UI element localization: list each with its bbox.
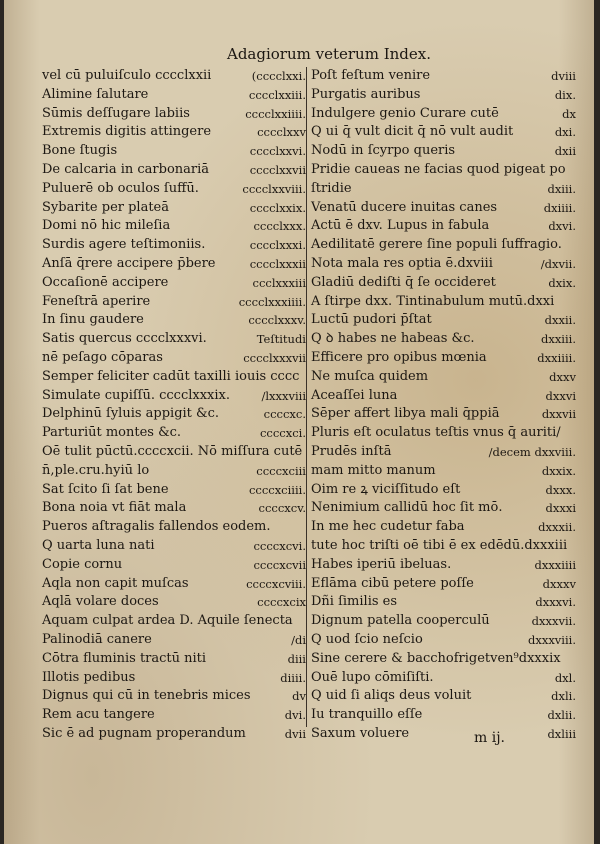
index-entry (42, 443, 306, 462)
page-header: Adagiorum veterum Index. (226, 45, 431, 63)
entry-number: dxxiiii. (537, 350, 576, 365)
entry-text: n̄,ple.cru.hyiū lo (42, 462, 150, 478)
index-entry (311, 537, 576, 556)
index-entry (311, 161, 576, 180)
index-entry (311, 706, 576, 725)
entry-number: ccccxcv. (258, 501, 306, 516)
entry-text: Gladiū dediſti q̄ ſe occideret (311, 274, 496, 290)
index-entry (42, 556, 306, 575)
entry-text: Copie cornu (42, 556, 123, 572)
entry-text: Pridie caueas ne facias quod pigeat po (311, 161, 566, 177)
index-entry (42, 593, 306, 612)
entry-number: dxvi. (548, 219, 576, 234)
left-index-column (42, 67, 306, 744)
entry-number: dxxii. (544, 313, 576, 328)
entry-text: Sūmis deſſugare labiis (42, 105, 190, 121)
index-entry (311, 387, 576, 406)
entry-text: Puluerē ob oculos ſuffū. (42, 180, 199, 196)
entry-text: In ſinu gaudere (42, 312, 144, 328)
entry-text: Sine cerere & bacchofrigetven⁹dxxxix (311, 650, 561, 666)
entry-text: Ne muſca quidem (311, 368, 429, 384)
index-entry (42, 687, 306, 706)
entry-number: cccclxxviii. (242, 181, 306, 196)
entry-number: ccclxxxiii (252, 275, 306, 290)
entry-number: dxxix. (541, 463, 576, 478)
entry-number: cccclxxxvii (243, 350, 306, 365)
entry-number: dxliii (547, 726, 576, 741)
index-entry (311, 86, 576, 105)
entry-number: /di (291, 632, 306, 647)
entry-text: Dñi ſimilis es (311, 594, 398, 610)
entry-text: Dignus qui cū in tenebris mices (42, 688, 251, 704)
entry-number: dv (292, 689, 306, 704)
index-entry (311, 274, 576, 293)
entry-text: De calcaria in carbonariā (42, 161, 210, 177)
index-entry (42, 669, 306, 688)
entry-number: cccclxxiii. (248, 87, 306, 102)
entry-text: Indulgere genio Curare cutē (311, 105, 499, 121)
entry-text: Oim re ꝝ viciſſitudo eſt (311, 481, 461, 497)
entry-text: Nenimium callidū hoc ſit mō. (311, 500, 503, 516)
index-entry (311, 612, 576, 631)
book-page (4, 0, 594, 844)
index-entry (311, 687, 576, 706)
entry-text: Aquam culpat ardea D. Aquile ſenecta (42, 613, 293, 629)
index-entry (311, 631, 576, 650)
entry-number: dxxx. (545, 482, 576, 497)
entry-text: Nota mala res optia ē.dxviii (311, 255, 493, 271)
index-entry (42, 255, 306, 274)
entry-number: cccclxxvii (249, 162, 306, 177)
entry-number: dxiii. (547, 181, 576, 196)
entry-text: Illotis pedibus (42, 669, 136, 685)
index-entry (311, 518, 576, 537)
entry-text: Dignum patella cooperculū (311, 613, 490, 629)
entry-number: dvii (284, 726, 306, 741)
index-entry (42, 424, 306, 443)
index-entry (311, 236, 576, 255)
entry-text: Rem acu tangere (42, 707, 155, 723)
index-entry (42, 349, 306, 368)
index-entry (311, 669, 576, 688)
entry-number: cccclxxv (257, 125, 306, 140)
entry-number: dxxxvii. (531, 614, 576, 629)
entry-number: diii (287, 651, 306, 666)
index-entry (42, 199, 306, 218)
entry-text: A ſtirpe dxx. Tintinabulum mutū.dxxi (311, 293, 555, 309)
entry-text: Bona noia vt fiāt mala (42, 500, 187, 516)
index-entry (42, 142, 306, 161)
index-entry (311, 593, 576, 612)
index-entry (42, 236, 306, 255)
entry-text: Aqlā volare doces (42, 594, 159, 610)
index-entry (311, 67, 576, 86)
entry-text: Occaſionē accipere (42, 274, 169, 290)
index-entry (311, 368, 576, 387)
entry-number: ccccxcviii. (246, 576, 306, 591)
entry-number: diiii. (280, 670, 306, 685)
entry-text: Q uid ſi aliqs deus voluit (311, 688, 472, 704)
index-entry (311, 105, 576, 124)
right-index-column (311, 67, 576, 744)
entry-text: Surdis agere teſtimoniis. (42, 237, 206, 253)
entry-number: cccclxxxv. (248, 313, 306, 328)
entry-number: cccclxxiiii. (245, 106, 306, 121)
entry-number: dxli. (551, 689, 576, 704)
entry-text: Sic ē ad pugnam properandum (42, 725, 246, 741)
index-entry (42, 161, 306, 180)
index-entry (42, 67, 306, 86)
entry-number: ccccxcvi. (253, 538, 306, 553)
index-entry (311, 462, 576, 481)
entry-text: Luctū pudori p̄ſtat (311, 312, 432, 328)
entry-number: ccccxc. (263, 407, 306, 422)
index-entry (42, 499, 306, 518)
entry-text: vel cū puluiſculo cccclxxii (42, 68, 212, 83)
index-entry (42, 575, 306, 594)
entry-text: Ouē lupo cōmiſiſti. (311, 669, 434, 685)
entry-number: ccccxci. (259, 426, 306, 441)
index-entry (311, 123, 576, 142)
index-entry (311, 311, 576, 330)
entry-number: dxl. (554, 670, 576, 685)
entry-number: dxxvii (541, 407, 576, 422)
index-entry (42, 368, 306, 387)
entry-number: cccclxxx. (253, 219, 306, 234)
index-entry (311, 424, 576, 443)
entry-text: mam mitto manum (311, 462, 436, 478)
entry-number: dxlii. (547, 708, 576, 723)
index-entry (42, 725, 306, 744)
entry-text: Cōtra fluminis tractū niti (42, 650, 207, 666)
entry-number: (cccclxxi. (251, 69, 306, 83)
entry-text: Palinodiā canere (42, 631, 152, 647)
entry-text: Sat ſcito ſi ſat bene (42, 481, 169, 497)
entry-text: Domi nō hic mileſia (42, 218, 171, 234)
entry-text: Feneſtrā aperire (42, 293, 151, 309)
entry-text: Oē tulit pūctū.ccccxcii. Nō miſſura cutē (42, 443, 303, 459)
entry-text: Extremis digitis attingere (42, 124, 212, 140)
entry-text: Venatū ducere inuitas canes (311, 199, 498, 215)
index-entry (42, 706, 306, 725)
index-entry (311, 180, 576, 199)
entry-text: Sēper affert libya mali q̄ppiā (311, 406, 500, 422)
index-entry (42, 217, 306, 236)
entry-text: Actū ē dxv. Lupus in fabula (311, 218, 490, 234)
entry-number: dxxxvi. (535, 595, 576, 610)
entry-text: Aedilitatē gerere ſine populi ſuffragio. (311, 237, 562, 253)
index-entry (42, 311, 306, 330)
entry-number: dxi. (554, 125, 576, 140)
entry-text: tute hoc triſti oē tibi ē ex edēdū.dxxxiii (311, 537, 568, 553)
entry-number: dxii (554, 144, 576, 159)
entry-text: Habes iperiū ibeluas. (311, 556, 452, 572)
index-entry (311, 499, 576, 518)
entry-number: /decem dxxviii. (488, 444, 576, 459)
entry-text: Semper feliciter cadūt taxilli iouis cccc (42, 368, 300, 384)
entry-text: Satis quercus cccclxxxvi. (42, 331, 207, 347)
entry-number: dvi. (284, 708, 306, 723)
index-entry (42, 405, 306, 424)
index-entry (42, 481, 306, 500)
index-entry (311, 575, 576, 594)
entry-text: Aqla non capit muſcas (42, 575, 189, 591)
index-entry (42, 631, 306, 650)
entry-text: Simulate cupiſſū. cccclxxxix. (42, 387, 231, 403)
entry-text: Poſt feſtum venire (311, 68, 431, 83)
index-entry (311, 556, 576, 575)
entry-number: ccccxcvii (253, 557, 306, 572)
entry-number: dxxv (549, 369, 576, 384)
entry-text: Nodū in ſcyrpo queris (311, 143, 456, 159)
index-entry (42, 274, 306, 293)
entry-number: dviii (551, 69, 576, 83)
entry-text: Saxum voluere (311, 725, 410, 741)
entry-text: Pueros aſtragalis fallendos eodem. (42, 519, 271, 535)
index-entry (42, 330, 306, 349)
index-entry (42, 105, 306, 124)
index-entry (311, 217, 576, 236)
index-entry (311, 481, 576, 500)
entry-number: Teſtitudi (256, 332, 306, 347)
entry-number: /lxxxviii (261, 388, 306, 403)
entry-text: ſtridie (311, 180, 352, 196)
entry-text: Sybarite per plateā (42, 199, 170, 215)
entry-text: Anſā q̄rere accipere p̄bere (42, 255, 216, 271)
index-entry (311, 293, 576, 312)
entry-text: Prudēs inſtā (311, 443, 392, 459)
entry-text: Pluris eſt oculatus teſtis vnus q̄ auriti/ (311, 425, 561, 441)
entry-number: dxxxi (545, 501, 576, 516)
entry-text: Q ui q̄ vult dicit q̄ nō vult audit (311, 124, 514, 140)
index-entry (42, 537, 306, 556)
entry-number: cccclxxvi. (249, 144, 306, 159)
entry-text: Parturiūt montes &c. (42, 425, 182, 441)
index-entry (42, 518, 306, 537)
entry-number: dxxxii. (538, 520, 576, 535)
entry-text: Bone ſtugis (42, 143, 118, 159)
index-entry (311, 443, 576, 462)
index-entry (311, 142, 576, 161)
index-entry (311, 255, 576, 274)
index-entry (42, 387, 306, 406)
entry-number: cccclxxxi. (249, 238, 306, 253)
entry-number: dxiiii. (543, 200, 576, 215)
entry-number: dxxxiiii (534, 557, 576, 572)
index-entry (42, 650, 306, 669)
entry-text: In me hec cudetur faba (311, 519, 465, 535)
entry-text: Efficere pro opibus mœnia (311, 349, 487, 365)
entry-number: dxxxviii. (527, 632, 576, 647)
entry-number: cccclxxxiiii. (238, 294, 306, 309)
entry-number: ccccxciii (256, 463, 306, 478)
index-entry (42, 293, 306, 312)
entry-text: Delphinū ſyluis appigit &c. (42, 406, 220, 422)
entry-number: dx (562, 106, 576, 121)
index-entry (42, 612, 306, 631)
entry-text: Iu tranquillo eſſe (311, 707, 423, 723)
signature-mark: m ij. (474, 730, 505, 746)
entry-text: Q uarta luna nati (42, 537, 155, 553)
entry-number: /dxvii. (540, 256, 576, 271)
index-entry (42, 123, 306, 142)
entry-number: ccccxcix (257, 595, 306, 610)
entry-number: dxxvi (545, 388, 576, 403)
entry-text: Alimine ſalutare (42, 86, 149, 102)
entry-number: dxxiii. (540, 332, 576, 347)
index-entry (311, 349, 576, 368)
entry-number: ccccxciiii. (248, 482, 306, 497)
index-entry (311, 199, 576, 218)
entry-number: dxix. (548, 275, 576, 290)
entry-text: Q ꝺ habes ne habeas &c. (311, 331, 475, 347)
index-entry (311, 330, 576, 349)
entry-number: dxxxv (542, 576, 576, 591)
entry-number: cccclxxix. (249, 200, 306, 215)
index-entry (42, 86, 306, 105)
entry-text: Eflāma cibū petere poſſe (311, 575, 474, 591)
entry-text: Purgatis auribus (311, 86, 421, 102)
index-entry (42, 462, 306, 481)
column-divider (306, 67, 307, 727)
entry-number: cccclxxxii (249, 256, 306, 271)
index-entry (311, 650, 576, 669)
entry-number: dix. (554, 87, 576, 102)
entry-text: Aceaſſei luna (311, 387, 398, 403)
index-entry (311, 405, 576, 424)
entry-text: Q uod ſcio neſcio (311, 631, 423, 647)
index-entry (311, 725, 576, 744)
entry-text: nē peſago cōparas (42, 349, 163, 365)
index-entry (42, 180, 306, 199)
